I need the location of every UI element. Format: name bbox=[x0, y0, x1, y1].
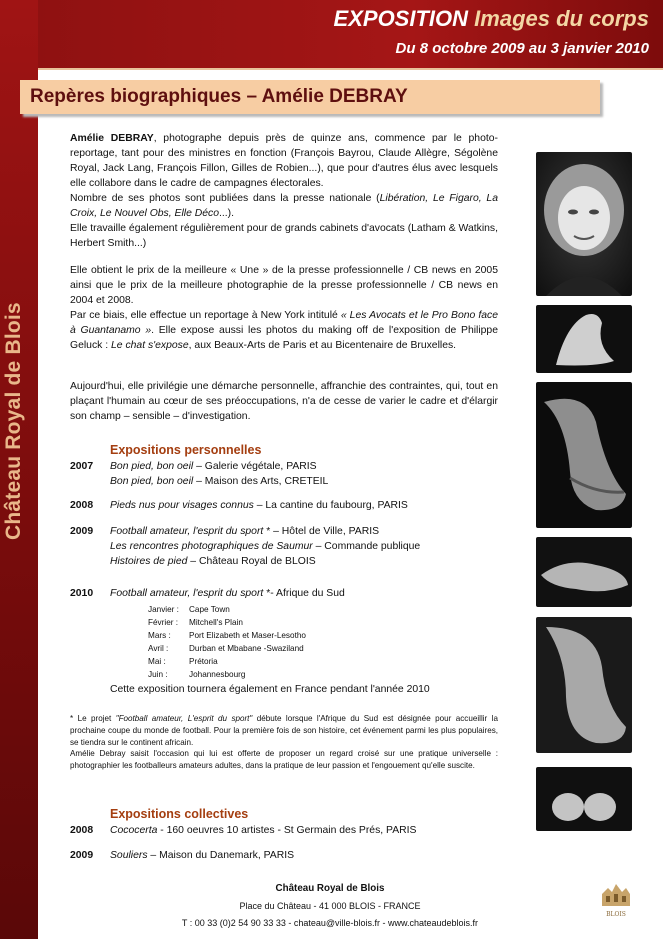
footnote-p1-text: débute lorsque l'Afrique du Sud est désignée pour accueillir la prochaine coupe du monde de football. Pour la première fois de son histoire, cet événement parmi les plus populaires, se tiendra sur le continent africain. bbox=[70, 714, 498, 747]
exhibit-title: Bon pied, bon oeil bbox=[110, 476, 194, 487]
exhibit-2007-2 bbox=[110, 476, 328, 487]
exhibit-venue: – Galerie végétale, PARIS bbox=[193, 461, 317, 472]
exhibit-title: Pieds nus pour visages connus bbox=[110, 500, 254, 511]
bio-publications: Libération, Le Figaro, La Croix, Le Nouvel Obs, Elle Déco bbox=[70, 193, 498, 219]
exhibit-2009-1 bbox=[110, 526, 379, 537]
exhibit-venue: – Maison du Danemark, PARIS bbox=[147, 850, 295, 861]
sidebar-title: Château Royal de Blois bbox=[2, 302, 25, 540]
header-dates: Du 8 octobre 2009 au 3 janvier 2010 bbox=[395, 40, 649, 57]
footnote-star: * Le projet bbox=[70, 714, 116, 723]
exhibit-venue: – Château Royal de BLOIS bbox=[187, 556, 316, 567]
exhibit-title: Souliers bbox=[110, 850, 148, 861]
portrait-photo bbox=[536, 152, 632, 296]
header-banner bbox=[38, 0, 663, 68]
tour-month: Mai : bbox=[148, 657, 166, 666]
year-2008-coll: 2008 bbox=[70, 825, 94, 836]
exhibit-venue: – Commande publique bbox=[312, 541, 421, 552]
exhibit-title: Cococerta bbox=[110, 825, 158, 836]
tour-month: Avril : bbox=[148, 644, 169, 653]
tour-month: Mars : bbox=[148, 631, 171, 640]
footer-contact: T : 00 33 (0)2 54 90 33 33 - chateau@ville-blois.fr - www.chateaudeblois.fr bbox=[181, 918, 479, 928]
tour-note: Cette exposition tournera également en France pendant l'année 2010 bbox=[110, 684, 430, 695]
foot-photo-4 bbox=[536, 617, 632, 753]
bio-block-2 bbox=[70, 263, 498, 353]
bio-p1-text: , photographe depuis près de quinze ans, commence par le photo-reportage, tant pour des ministres en fonction (François Bayrou, Claude Allègre, Ségolène Royal, Jack Lang, François Fillon, Gilles de Robien...), que pour d'autres élus avec lesquels elle collabore dans le cadre de campagnes électorales. bbox=[70, 133, 498, 189]
bio-p1 bbox=[70, 131, 498, 191]
bio-name: Amélie DEBRAY bbox=[70, 133, 154, 144]
exhibit-title: Football amateur, l'esprit du sport bbox=[110, 588, 264, 599]
exhibit-2010 bbox=[110, 588, 345, 599]
bio-p3: Elle travaille également régulièrement pour de grands cabinets d'avocats (Latham & Watkins, Herbert Smith...) bbox=[70, 223, 498, 249]
tour-city: Port Elizabeth et Maser-Lesotho bbox=[189, 631, 306, 640]
exhibit-2009-2 bbox=[110, 541, 420, 552]
footnote-p2: Amélie Debray saisit l'occasion qui lui est offerte de proposer un regard croisé sur une pratique universelle : photographier les footballeurs amateurs adultes, dans la pratique de leur passion et l'engouement qu'elle suscite. bbox=[70, 749, 498, 771]
bio-p5 bbox=[70, 308, 498, 353]
bio-p5-title2: Le chat s'expose bbox=[111, 340, 189, 351]
footer-address: Place du Château - 41 000 BLOIS - FRANCE bbox=[239, 901, 421, 911]
page-title-box bbox=[20, 80, 600, 114]
foot-photo-1 bbox=[536, 305, 632, 373]
foot-photo-5 bbox=[536, 767, 632, 831]
bio-p2-end: ...). bbox=[219, 208, 235, 219]
header-divider bbox=[38, 68, 663, 70]
exhibit-2007-1 bbox=[110, 461, 317, 472]
header-title-a: EXPOSITION bbox=[333, 6, 469, 31]
footnote-project: "Football amateur, L'esprit du sport" bbox=[115, 714, 253, 723]
exhibit-title: Les rencontres photographiques de Saumur bbox=[110, 541, 313, 552]
tour-city: Prétoria bbox=[189, 657, 218, 666]
foot-photo-2 bbox=[536, 382, 632, 528]
header-title-b: Images du corps bbox=[474, 6, 649, 31]
exhibit-venue: *- Afrique du Sud bbox=[263, 588, 345, 599]
year-2009-coll: 2009 bbox=[70, 850, 94, 861]
page-title: Repères biographiques – Amélie DEBRAY bbox=[30, 86, 408, 107]
bio-p5-start: Par ce biais, elle effectue un reportage à New York intitulé bbox=[70, 310, 341, 321]
tour-month: Juin : bbox=[148, 670, 168, 679]
logo-text: BLOIS bbox=[606, 911, 626, 918]
tour-city: Johannesbourg bbox=[189, 670, 246, 679]
exhibit-venue: - 160 oeuvres 10 artistes - St Germain des Prés, PARIS bbox=[157, 825, 417, 836]
exhibit-venue: – La cantine du faubourg, PARIS bbox=[253, 500, 408, 511]
exhibit-coll-2009 bbox=[110, 850, 294, 861]
exhibit-venue: – Maison des Arts, CRETEIL bbox=[193, 476, 329, 487]
bio-p2-start: Nombre de ses photos sont publiées dans la presse nationale ( bbox=[70, 193, 380, 204]
year-2010: 2010 bbox=[70, 588, 94, 599]
exhibit-venue: * – Hôtel de Ville, PARIS bbox=[263, 526, 380, 537]
tour-month: Janvier : bbox=[148, 605, 179, 614]
exhibit-2008 bbox=[110, 500, 408, 511]
tour-city: Cape Town bbox=[189, 605, 230, 614]
year-2009: 2009 bbox=[70, 526, 94, 537]
bio-p5-title: « Les Avocats et le Pro Bono face à Guantanamo » bbox=[70, 310, 498, 336]
footnote bbox=[70, 713, 498, 772]
bio-p4: Elle obtient le prix de la meilleure « Une » de la presse professionnelle / CB news en 2005 ainsi que le prix de la meilleure photographie de la presse professionnelle / CB news en 2004 et 2008. bbox=[70, 265, 498, 306]
foot-photo-3 bbox=[536, 537, 632, 607]
bio-p6: Aujourd'hui, elle privilégie une démarche personnelle, affranchie des contraintes, qui, tout en plaçant l'humain au cœur de ses préoccupations, n'a de cesse de varier le cadre et d'élargir son champ – sensible – d'investigation. bbox=[70, 381, 498, 422]
bio-block-1 bbox=[70, 131, 498, 251]
footer-name: Château Royal de Blois bbox=[275, 883, 385, 894]
blois-logo bbox=[598, 880, 634, 920]
tour-city: Durban et Mbabane -Swaziland bbox=[189, 644, 304, 653]
tour-city: Mitchell's Plain bbox=[189, 618, 243, 627]
tour-month: Février : bbox=[148, 618, 179, 627]
exhibit-2009-3 bbox=[110, 556, 316, 567]
section-title-collective: Expositions collectives bbox=[110, 807, 249, 821]
year-2007: 2007 bbox=[70, 461, 94, 472]
year-2008: 2008 bbox=[70, 500, 94, 511]
exhibit-title: Bon pied, bon oeil bbox=[110, 461, 194, 472]
footnote-p1 bbox=[70, 713, 498, 748]
section-title-personal: Expositions personnelles bbox=[110, 443, 262, 457]
exhibit-coll-2008 bbox=[110, 825, 416, 836]
bio-p5-mid: . Elle expose aussi les photos du making off de l'exposition de Philippe Geluck : bbox=[70, 325, 498, 351]
bio-p5-end: , aux Beaux-Arts de Paris et au Bicentenaire de Bruxelles. bbox=[188, 340, 457, 351]
header-title bbox=[334, 6, 649, 32]
exhibit-title: Histoires de pied bbox=[110, 556, 188, 567]
bio-p2 bbox=[70, 191, 498, 221]
exhibit-title: Football amateur, l'esprit du sport bbox=[110, 526, 264, 537]
bio-block-3 bbox=[70, 379, 498, 424]
